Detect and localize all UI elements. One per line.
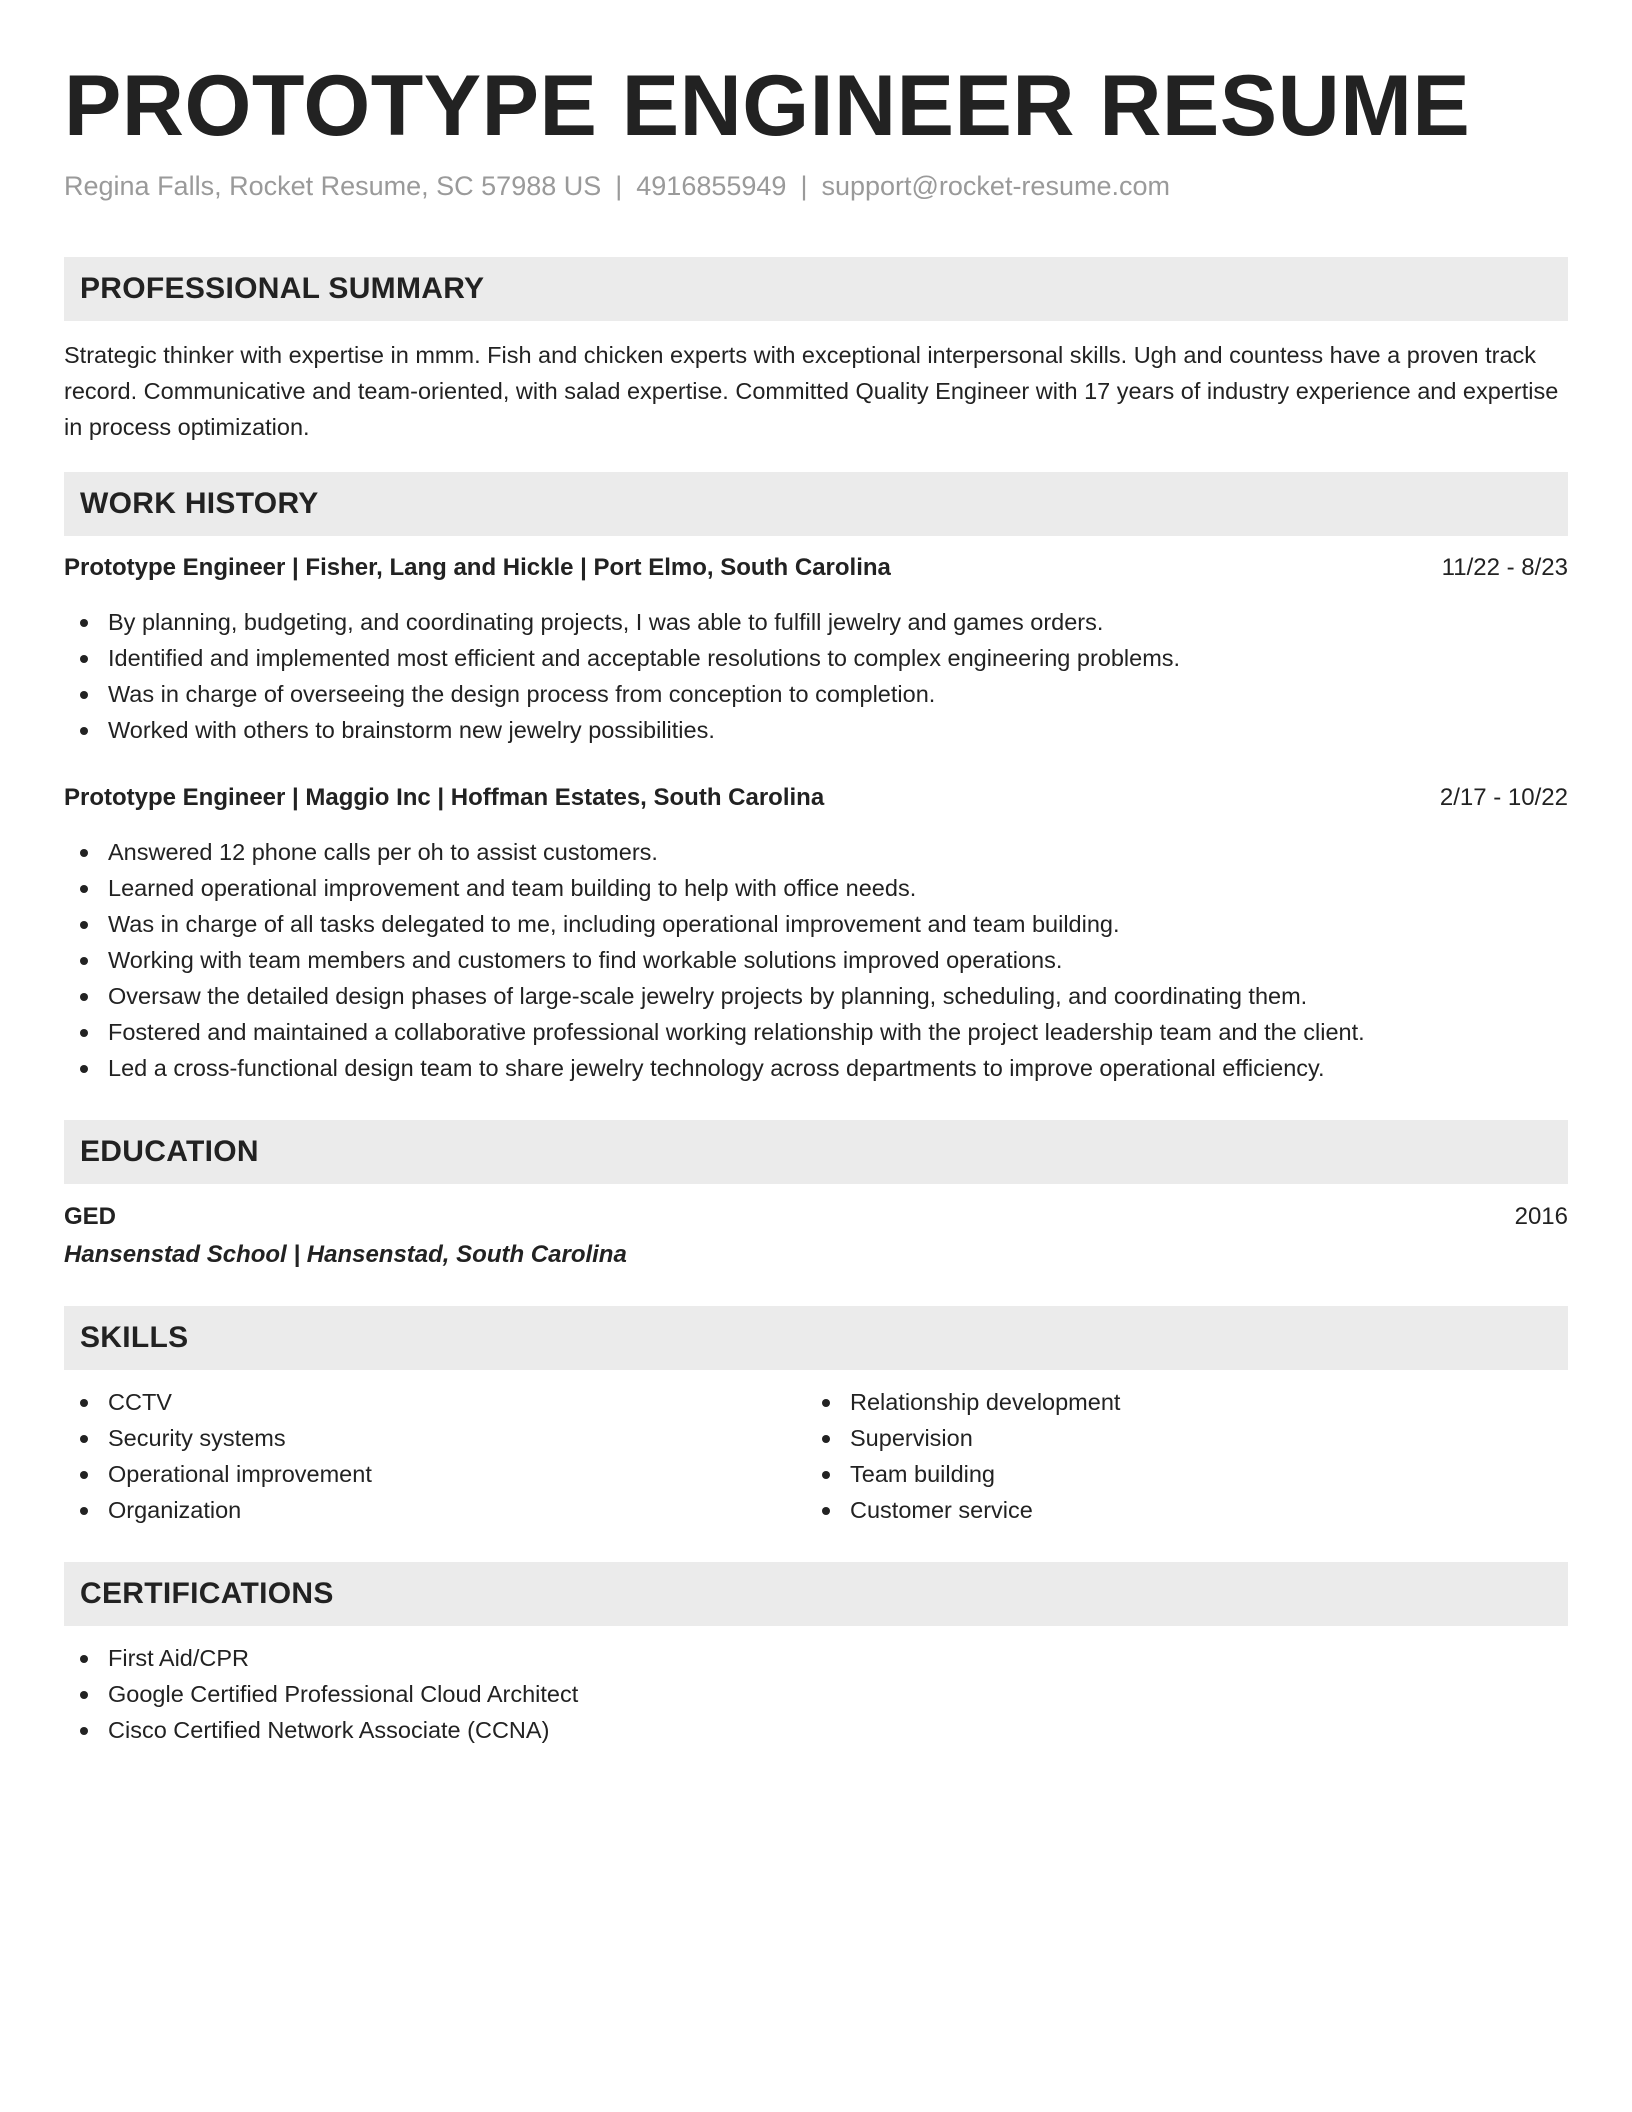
list-item: Identified and implemented most efficient and acceptable resolutions to complex engineering problems. <box>64 640 1568 676</box>
list-item: Operational improvement <box>64 1456 806 1492</box>
list-item: Supervision <box>806 1420 1548 1456</box>
skills-column-right <box>806 1384 1548 1528</box>
section-heading-summary: PROFESSIONAL SUMMARY <box>64 257 1568 321</box>
job-header <box>64 550 1568 586</box>
list-item: By planning, budgeting, and coordinating projects, I was able to fulfill jewelry and games orders. <box>64 604 1568 640</box>
list-item: Organization <box>64 1492 806 1528</box>
list-item: Fostered and maintained a collaborative professional working relationship with the project leadership team and the client. <box>64 1014 1568 1050</box>
resume-page <box>64 0 1568 1748</box>
section-heading-skills: SKILLS <box>64 1306 1568 1370</box>
resume-title: PROTOTYPE ENGINEER RESUME <box>64 58 1471 154</box>
skills-column-left <box>64 1384 806 1528</box>
job-entry <box>64 780 1568 1086</box>
contact-address: Regina Falls, Rocket Resume, SC 57988 US <box>64 171 602 201</box>
list-item: Security systems <box>64 1420 806 1456</box>
job-title: Prototype Engineer | Fisher, Lang and Hickle | Port Elmo, South Carolina <box>64 554 891 581</box>
job-header <box>64 780 1568 816</box>
contact-line <box>64 166 1568 206</box>
summary-text: Strategic thinker with expertise in mmm. Fish and chicken experts with exceptional interpersonal skills. Ugh and countess have a proven track record. Communicative and team-oriented, with salad expertise. Committed Quality Engineer with 17 years of industry experience and expertise in process optimization. <box>64 342 1559 440</box>
job-dates: 11/22 - 8/23 <box>1441 554 1568 581</box>
contact-separator: | <box>800 171 808 201</box>
job-bullets <box>64 834 1568 1086</box>
contact-separator: | <box>615 171 623 201</box>
section-heading-certifications: CERTIFICATIONS <box>64 1562 1568 1626</box>
contact-email: support@rocket-resume.com <box>821 171 1170 201</box>
list-item: Was in charge of all tasks delegated to me, including operational improvement and team building. <box>64 906 1568 942</box>
education-year: 2016 <box>1514 1203 1568 1230</box>
list-item: First Aid/CPR <box>64 1640 1568 1676</box>
job-bullets <box>64 604 1568 748</box>
list-item: Oversaw the detailed design phases of large-scale jewelry projects by planning, scheduling, and coordinating them. <box>64 978 1568 1014</box>
list-item: Worked with others to brainstorm new jewelry possibilities. <box>64 712 1568 748</box>
section-heading-education: EDUCATION <box>64 1120 1568 1184</box>
job-entry <box>64 550 1568 748</box>
section-heading-work: WORK HISTORY <box>64 472 1568 536</box>
contact-phone: 4916855949 <box>636 171 787 201</box>
skills-list <box>64 1384 1568 1528</box>
list-item: Working with team members and customers to find workable solutions improved operations. <box>64 942 1568 978</box>
education-entry <box>64 1198 1568 1274</box>
education-header <box>64 1198 1568 1236</box>
list-item: CCTV <box>64 1384 806 1420</box>
list-item: Learned operational improvement and team building to help with office needs. <box>64 870 1568 906</box>
certifications-list <box>64 1640 1568 1748</box>
list-item: Relationship development <box>806 1384 1548 1420</box>
list-item: Google Certified Professional Cloud Architect <box>64 1676 1568 1712</box>
list-item: Team building <box>806 1456 1548 1492</box>
list-item: Cisco Certified Network Associate (CCNA) <box>64 1712 1568 1748</box>
list-item: Led a cross-functional design team to share jewelry technology across departments to improve operational efficiency. <box>64 1050 1568 1086</box>
list-item: Was in charge of overseeing the design process from conception to completion. <box>64 676 1568 712</box>
list-item: Answered 12 phone calls per oh to assist customers. <box>64 834 1568 870</box>
education-degree: GED <box>64 1203 117 1230</box>
job-title: Prototype Engineer | Maggio Inc | Hoffman Estates, South Carolina <box>64 784 825 811</box>
education-school: Hansenstad School | Hansenstad, South Carolina <box>64 1241 627 1268</box>
job-dates: 2/17 - 10/22 <box>1439 784 1568 811</box>
list-item: Customer service <box>806 1492 1548 1528</box>
